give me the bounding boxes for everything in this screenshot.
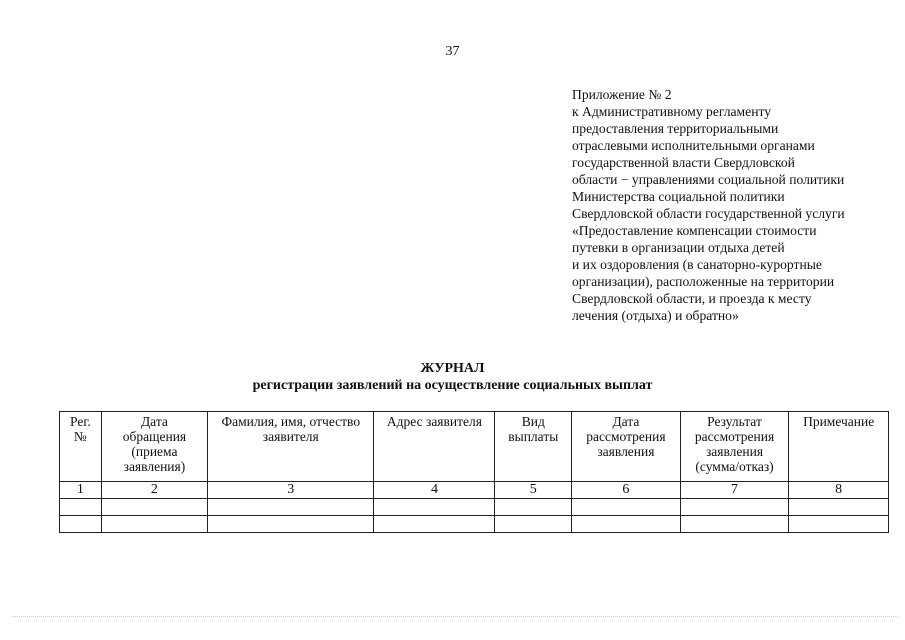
appendix-line: области − управлениями социальной политики (572, 172, 845, 187)
appendix-line: государственной власти Свердловской (572, 155, 795, 170)
appendix-line: путевки в организации отдыха детей (572, 240, 785, 255)
registration-journal-table (59, 411, 889, 533)
table-cell (495, 499, 572, 516)
table-cell (60, 499, 102, 516)
column-header-line: (сумма/отказ) (695, 459, 774, 474)
table-cell (680, 516, 789, 533)
appendix-line: лечения (отдыха) и обратно» (572, 308, 739, 323)
column-number-cell: 5 (495, 482, 572, 499)
table-cell (208, 499, 374, 516)
column-header-line: Примечание (803, 414, 875, 429)
table-cell (60, 516, 102, 533)
appendix-line: и их оздоровления (в санаторно-курортные (572, 257, 822, 272)
table-body (60, 482, 889, 533)
table-cell (101, 516, 207, 533)
column-header (101, 412, 207, 482)
table-cell (101, 499, 207, 516)
table-cell (680, 499, 789, 516)
table-row (60, 499, 889, 516)
column-header-line: заявления (705, 444, 764, 459)
appendix-line: к Административному регламенту (572, 104, 772, 119)
column-header-line: заявителя (262, 429, 319, 444)
column-header-line: № (73, 429, 87, 444)
appendix-line: Свердловской области государственной услуги (572, 206, 845, 221)
column-number-cell: 3 (208, 482, 374, 499)
column-header-line: обращения (122, 429, 187, 444)
column-number-cell: 7 (680, 482, 789, 499)
table-cell (572, 499, 681, 516)
column-header-line: рассмотрения (586, 429, 666, 444)
column-header-line: Дата (140, 414, 168, 429)
table-cell (789, 499, 889, 516)
table-row (60, 516, 889, 533)
column-header-line: выплаты (508, 429, 559, 444)
column-number-cell: 6 (572, 482, 681, 499)
column-number-cell: 8 (789, 482, 889, 499)
appendix-line: предоставления территориальными (572, 121, 779, 136)
table-cell (208, 516, 374, 533)
column-header-line: заявления) (123, 459, 186, 474)
column-header (374, 412, 495, 482)
column-header-line: Фамилия, имя, отчество (221, 414, 361, 429)
page-number: 37 (445, 44, 460, 59)
column-header (572, 412, 681, 482)
column-header-line: Дата (612, 414, 640, 429)
column-header-line: Вид (521, 414, 545, 429)
appendix-note (572, 86, 897, 324)
table-cell (789, 516, 889, 533)
column-header (495, 412, 572, 482)
column-header (60, 412, 102, 482)
table-cell (572, 516, 681, 533)
appendix-line: организации), расположенные на территории (572, 274, 835, 289)
column-header (680, 412, 789, 482)
page-bottom-divider (12, 616, 898, 617)
column-number-cell: 1 (60, 482, 102, 499)
column-number-cell: 2 (101, 482, 207, 499)
column-number-cell: 4 (374, 482, 495, 499)
column-number-row (60, 482, 889, 499)
journal-subtitle: регистрации заявлений на осуществление социальных выплат (252, 378, 653, 393)
column-header (789, 412, 889, 482)
column-header-line: Адрес заявителя (386, 414, 482, 429)
column-header (208, 412, 374, 482)
table-cell (374, 516, 495, 533)
table-cell (495, 516, 572, 533)
journal-title: ЖУРНАЛ (420, 361, 485, 376)
table-header-row (60, 412, 889, 482)
column-header-line: рассмотрения (694, 429, 775, 444)
table-cell (374, 499, 495, 516)
column-header-line: (приема (131, 444, 178, 459)
appendix-line: «Предоставление компенсации стоимости (572, 223, 817, 238)
appendix-line: отраслевыми исполнительными органами (572, 138, 815, 153)
appendix-line: Приложение № 2 (572, 87, 672, 102)
appendix-line: Свердловской области, и проезда к месту (572, 291, 812, 306)
column-header-line: заявления (597, 444, 655, 459)
column-header-line: Рег. (70, 414, 91, 429)
appendix-line: Министерства социальной политики (572, 189, 785, 204)
column-header-line: Результат (707, 414, 762, 429)
